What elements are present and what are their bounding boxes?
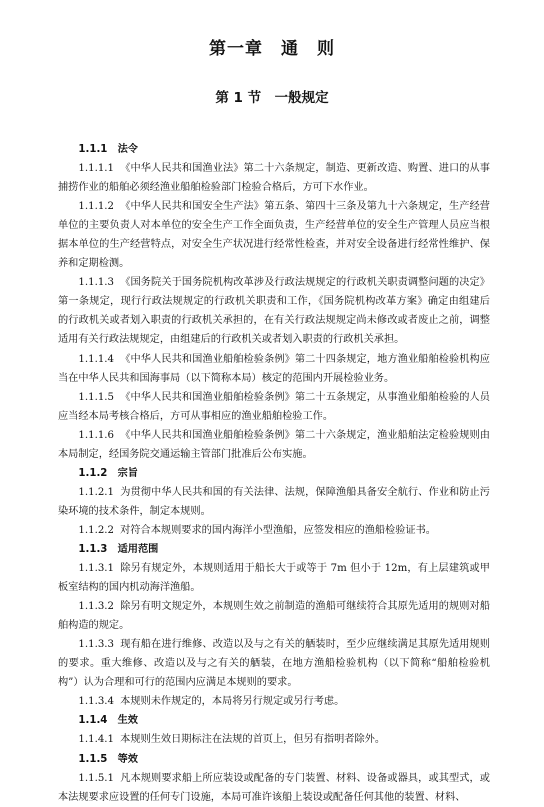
clause-number: 1.1.2.1 (78, 486, 115, 498)
clause-number: 1.1.1.3 (78, 277, 115, 289)
clause-heading (58, 711, 490, 730)
clause-paragraph (58, 769, 490, 807)
clause-number: 1.1.3 (78, 543, 108, 555)
clause-paragraph (58, 521, 490, 540)
clause-text: 适用范围 (117, 543, 159, 555)
clause-text: 本规则未作规定的，本局将另行规定或另行考虑。 (120, 696, 345, 708)
clause-number: 1.1.2.2 (78, 524, 115, 536)
clause-text: 《国务院关于国务院机构改革涉及行政法规规定的行政机关职责调整问题的决定》第一条规定，现行行政法规规定的行政机关职责和工作，《国务院机构改革方案》确定由组建后的行政机关或者划入职责的行政机关承担的，在有关行政法规规定尚未修改或者废止之前，调整适用有关行政法规规定，由组建后的行政机关或者划入职责的行政机关承担。 (58, 277, 490, 346)
clause-text: 为贯彻中华人民共和国的有关法律、法规，保障渔船具备安全航行、作业和防止污染环境的技术条件，制定本规则。 (58, 486, 490, 517)
clause-text: 凡本规则要求船上所应装设或配备的专门装置、材料、设备或器具，或其型式，或本法规要求应设置的任何专门设施，本局可准许该船上装设或配备任何其他的装置、材料、 (58, 772, 490, 803)
clause-text: 《中华人民共和国渔业法》第二十六条规定，制造、更新改造、购置、进口的从事捕捞作业的船舶必须经渔业船舶检验部门检验合格后，方可下水作业。 (58, 163, 490, 194)
clause-number: 1.1.5 (78, 753, 108, 765)
clause-number: 1.1.1.5 (78, 391, 115, 403)
clause-paragraph (58, 426, 490, 464)
clause-heading (58, 750, 490, 769)
clause-text: 《中华人民共和国渔业船舶检验条例》第二十五条规定，从事渔业船舶检验的人员应当经本局考核合格后，方可从事相应的渔业船舶检验工作。 (58, 391, 490, 422)
clause-number: 1.1.2 (78, 467, 108, 479)
clause-number: 1.1.3.2 (78, 601, 115, 613)
body-text (58, 140, 490, 807)
clause-number: 1.1.4 (78, 715, 108, 727)
clause-heading (58, 140, 490, 159)
clause-text: 本规则生效日期标注在法规的首页上，但另有指明者除外。 (120, 734, 386, 746)
clause-paragraph (58, 730, 490, 749)
clause-text: 《中华人民共和国渔业船舶检验条例》第二十四条规定，地方渔业船舶检验机构应当在中华人民共和国海事局（以下简称本局）核定的范围内开展检验业务。 (58, 353, 490, 384)
clause-paragraph (58, 350, 490, 388)
clause-number: 1.1.5.1 (78, 772, 115, 784)
section-title: 第 1 节 一般规定 (215, 90, 329, 106)
clause-paragraph (58, 597, 490, 635)
clause-heading (58, 540, 490, 559)
clause-text: 现有船在进行维修、改造以及与之有关的舾装时，至少应继续满足其原先适用规则的要求。重大维修、改造以及与之有关的舾装，在地方渔船检验机构（以下简称“船舶检验机构”）认为合理和可行的范围内应满足本规则的要求。 (58, 639, 490, 689)
clause-text: 《中华人民共和国渔业船舶检验条例》第二十六条规定，渔业船舶法定检验规则由本局制定，经国务院交通运输主管部门批准后公布实施。 (58, 429, 490, 460)
clause-number: 1.1.3.3 (78, 639, 115, 651)
clause-paragraph (58, 559, 490, 597)
clause-text: 除另有规定外，本规则适用于船长大于或等于 7m 但小于 12m，有上层建筑或甲板室结构的国内机动海洋渔船。 (58, 563, 490, 594)
clause-paragraph (58, 197, 490, 273)
clause-heading (58, 464, 490, 483)
clause-number: 1.1.4.1 (78, 734, 115, 746)
clause-paragraph (58, 483, 490, 521)
clause-text: 《中华人民共和国安全生产法》第五条、第四十三条及第九十六条规定，生产经营单位的主要负责人对本单位的安全生产工作全面负责，生产经营单位的安全生产管理人员应当根据本单位的生产经营特点，对安全生产状况进行经常性检查，并对安全设备进行经常性维护、保养和定期检测。 (58, 201, 490, 270)
clause-text: 法令 (117, 144, 138, 155)
clause-paragraph (58, 159, 490, 197)
clause-number: 1.1.1.1 (78, 163, 115, 175)
clause-paragraph (58, 273, 490, 349)
clause-text: 对符合本规则要求的国内海洋小型渔船，应签发相应的渔船检验证书。 (120, 524, 436, 536)
clause-number: 1.1.3.1 (78, 563, 115, 575)
chapter-title: 第一章 通 则 (209, 39, 335, 59)
clause-paragraph (58, 635, 490, 692)
clause-number: 1.1.1.6 (78, 429, 115, 441)
clause-text: 宗旨 (117, 467, 138, 479)
clause-number: 1.1.3.4 (78, 696, 115, 708)
clause-text: 除另有明文规定外，本规则生效之前制造的渔船可继续符合其原先适用的规则对船舶构造的规定。 (58, 601, 490, 632)
clause-number: 1.1.1.4 (78, 353, 115, 365)
clause-number: 1.1.1.2 (78, 201, 115, 213)
clause-paragraph (58, 692, 490, 711)
clause-paragraph (58, 388, 490, 426)
clause-number: 1.1.1 (78, 144, 108, 155)
clause-text: 等效 (117, 753, 138, 765)
clause-text: 生效 (117, 715, 138, 727)
